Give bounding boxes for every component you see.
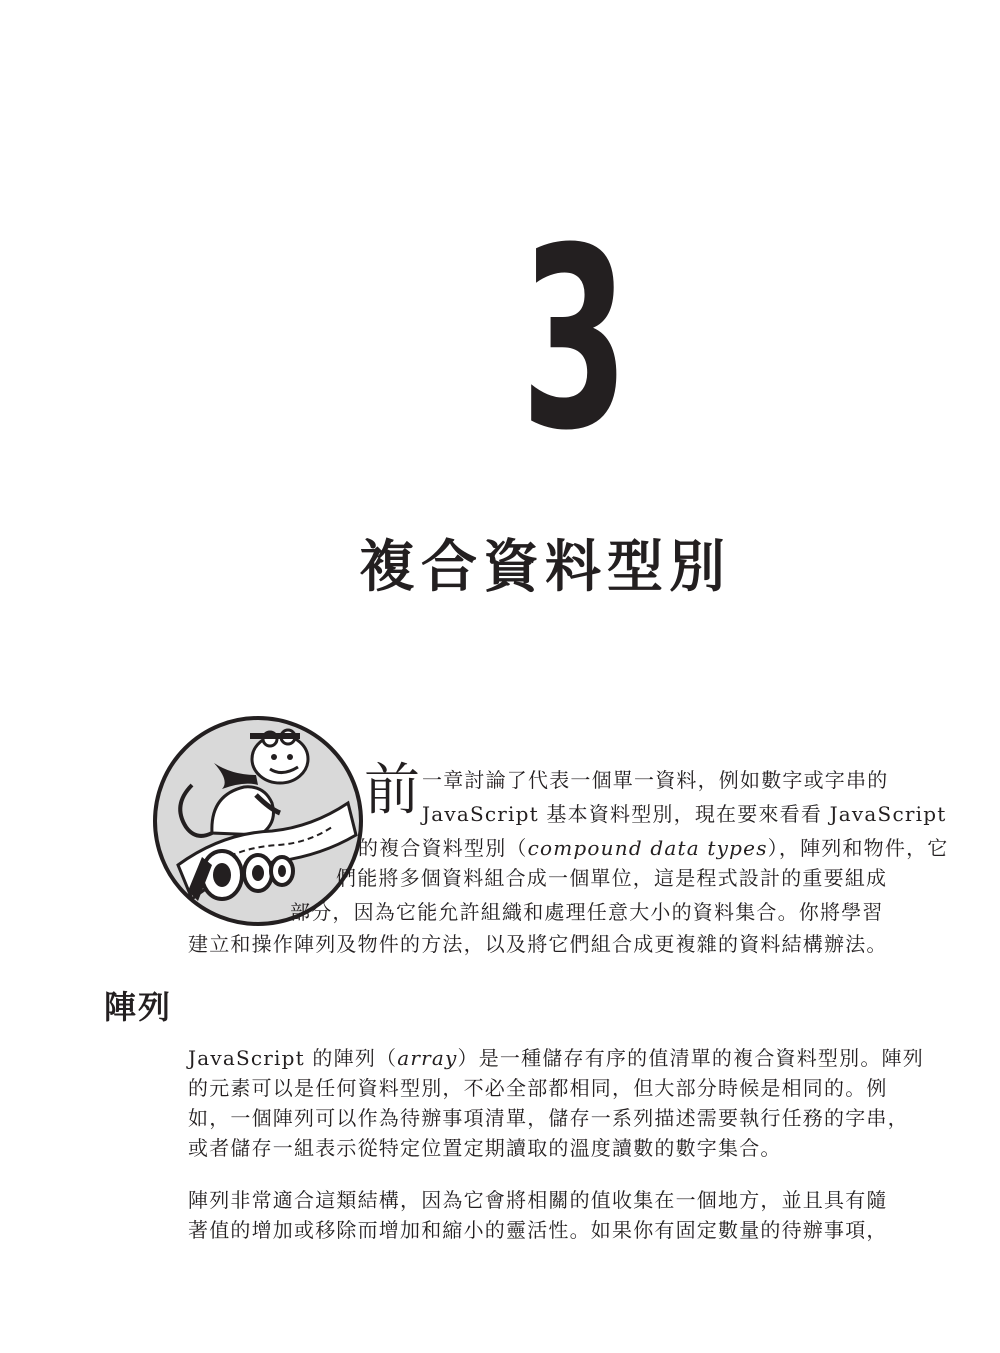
- section-paragraph-2: [188, 1185, 908, 1245]
- intro-line-6: 建立和操作陣列及物件的方法，以及將它們組合成更複雜的資料結構辦法。: [188, 932, 888, 956]
- chapter-title: 複合資料型別: [359, 535, 731, 600]
- chapter-number: 3: [520, 194, 625, 485]
- intro-line-3-term: compound data types: [527, 836, 768, 860]
- intro-line-2: JavaScript 基本資料型別，現在要來看看 JavaScript: [422, 802, 947, 826]
- intro-line-5: 部分，因為它能允許組織和處理任意大小的資料集合。你將學習: [290, 900, 884, 924]
- para2-line-1: 陣列非常適合這類結構，因為它會將相關的值收集在一個地方，並且具有隨: [188, 1188, 888, 1212]
- para1-line-1-pre: JavaScript 的陣列（: [188, 1046, 398, 1070]
- para1-line-2: 的元素可以是任何資料型別，不必全部都相同，但大部分時候是相同的。例: [188, 1076, 888, 1100]
- intro-line-1: 一章討論了代表一個單一資料，例如數字或字串的: [422, 768, 889, 792]
- para1-line-3: 如，一個陣列可以作為待辦事項清單，儲存一系列描述需要執行任務的字串，: [188, 1106, 909, 1130]
- para2-line-2: 著值的增加或移除而增加和縮小的靈活性。如果你有固定數量的待辦事項，: [188, 1218, 888, 1242]
- section-paragraph-1: [188, 1043, 924, 1163]
- para1-line-1-post: ）是一種儲存有序的值清單的複合資料型別。陣列: [457, 1046, 924, 1070]
- intro-line-4: 們能將多個資料組合成一個單位，這是程式設計的重要組成: [336, 866, 888, 890]
- intro-line-3: [358, 834, 948, 862]
- para1-line-1-term: array: [397, 1046, 458, 1070]
- section-heading: 陣列: [104, 988, 173, 1026]
- intro-line-3-pre: 的複合資料型別（: [358, 836, 528, 860]
- para1-line-1: [188, 1043, 924, 1073]
- intro-line-3-post: ），陣列和物件，它: [767, 836, 949, 860]
- drop-cap: 前: [364, 758, 420, 823]
- mascot-flying-carpet-icon: [152, 715, 364, 927]
- para1-line-4: 或者儲存一組表示從特定位置定期讀取的溫度讀數的數字集合。: [188, 1136, 782, 1160]
